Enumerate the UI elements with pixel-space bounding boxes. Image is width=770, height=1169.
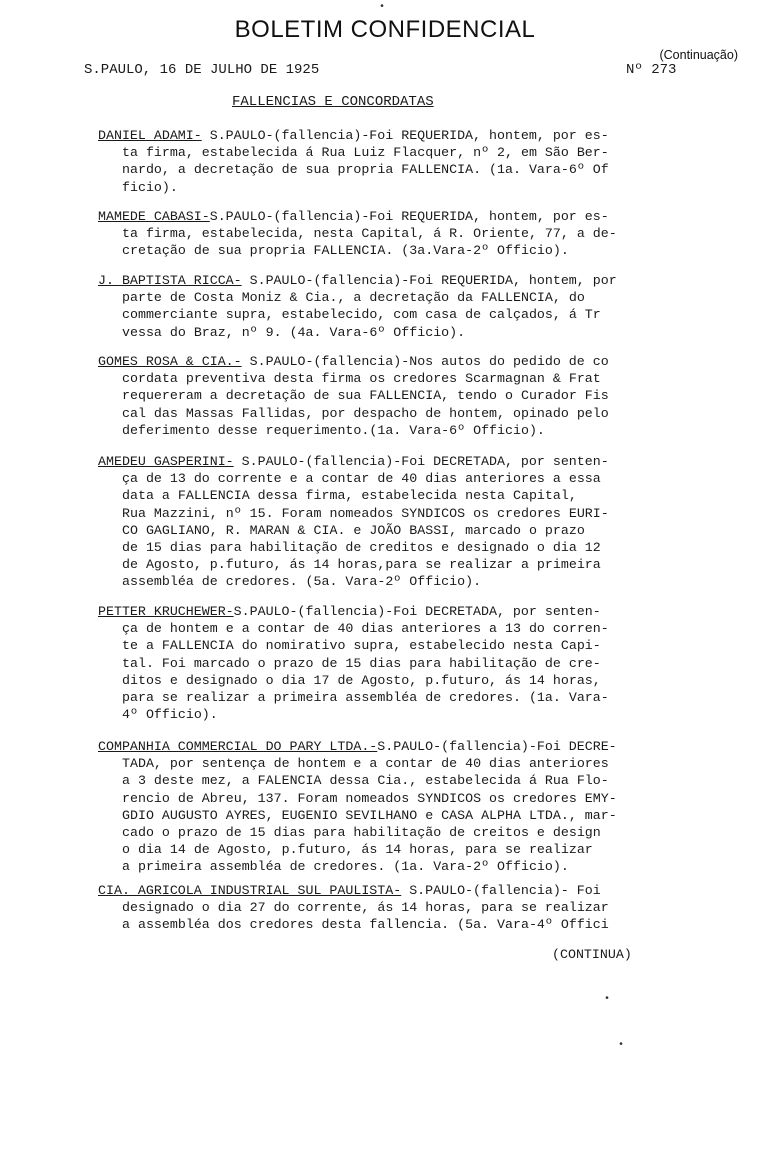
entry-text-line: cado o prazo de 15 dias para habilitação de creitos e design [122,825,601,841]
entry-name: COMPANHIA COMMERCIAL DO PARY LTDA.- [98,739,378,754]
entry-text-line: parte de Costa Moniz & Cia., a decretação da FALLENCIA, do [122,290,585,306]
entry-name: PETTER KRUCHEWER- [98,604,234,619]
entry-text-line: ficio). [122,179,178,195]
entry-first-line [98,208,734,225]
entry-text-line: cordata preventiva desta firma os credores Scarmagnan & Frat [122,371,601,387]
dateline: S.PAULO, 16 DE JULHO DE 1925 [84,62,320,78]
fallencia-entry [98,453,734,591]
entry-text-line: CO GAGLIANO, R. MARAN & CIA. e JOÃO BASSI, marcado o prazo [122,522,585,538]
fallencia-entry [98,738,734,876]
entry-first-line [98,453,734,470]
entry-text-line: a assembléa dos credores desta fallencia. (5a. Vara-4º Offici [122,917,609,933]
entry-name: AMEDEU GASPERINI- [98,454,234,469]
entry-text-line: o dia 14 de Agosto, p.futuro, ás 14 horas, para se realizar [122,842,593,858]
entry-text-line: te a FALLENCIA do nomirativo supra, estabelecido nesta Capi- [122,638,601,654]
entry-name: CIA. AGRICOLA INDUSTRIAL SUL PAULISTA- [98,883,402,898]
dot-mark: • [604,994,611,1005]
fallencia-entry [98,882,734,934]
entry-first-line-text: S.PAULO-(fallencia)- Foi [401,883,601,898]
fallencia-entry [98,603,734,723]
entry-first-line-text: S.PAULO-(fallencia)-Foi DECRETADA, por senten- [233,454,609,469]
entry-text-line: de 15 dias para habilitação de creditos e designado o dia 12 [122,540,601,556]
entry-text-line: ditos e designado o dia 17 de Agosto, p.futuro, ás 14 horas, [122,672,601,688]
entry-text-line: data a FALLENCIA dessa firma, estabelecida nesta Capital, [122,488,577,504]
entry-text-line: ta firma, estabelecida, nesta Capital, á R. Oriente, 77, a de- [122,226,617,242]
entry-text-line: rencio de Abreu, 137. Foram nomeados SYNDICOS os credores EMY- [122,790,617,806]
section-title: FALLENCIAS E CONCORDATAS [232,94,434,110]
entry-text-line: GDIO AUGUSTO AYRES, EUGENIO SEVILHANO e CASA ALPHA LTDA., mar- [122,807,617,823]
continuation-label: (Continuação) [659,48,738,62]
entry-text-line: para se realizar a primeira assembléa de credores. (1a. Vara- [122,690,609,706]
fallencia-entry [98,127,734,196]
entry-text-line: assembléa de credores. (5a. Vara-2º Officio). [122,574,482,590]
entry-text-line: commerciante supra, estabelecido, com casa de calçados, á Tr [122,307,601,323]
entry-first-line-text: S.PAULO-(fallencia)-Nos autos do pedido de co [241,354,609,369]
entry-text-line: cal das Massas Fallidas, por despacho de hontem, opinado pelo [122,405,609,421]
entry-name: J. BAPTISTA RICCA- [98,273,242,288]
fallencia-entry [98,353,734,439]
entry-name: MAMEDE CABASI- [98,209,210,224]
entry-text-line: requereram a decretação de sua FALLENCIA, tendo o Curador Fis [122,388,609,404]
bulletin-number: Nº 273 [626,62,677,78]
entry-text-line: a primeira assembléa de credores. (1a. Vara-2º Officio). [122,859,569,875]
entry-text-line: ça de 13 do corrente e a contar de 40 dias anteriores a essa [122,471,601,487]
entry-first-line-text: S.PAULO-(fallencia)-Foi REQUERIDA, hontem, por es- [209,209,609,224]
fallencia-entry [98,208,734,260]
entry-name: DANIEL ADAMI- [98,128,202,143]
entry-first-line-text: S.PAULO-(fallencia)-Foi DECRETADA, por senten- [233,604,601,619]
document-title: BOLETIM CONFIDENCIAL [234,16,536,43]
entry-first-line [98,353,734,370]
dot-mark: • [618,1040,625,1051]
entry-first-line [98,603,734,620]
dot-mark: • [379,2,386,13]
entry-text-line: de Agosto, p.futuro, ás 14 horas,para se realizar a primeira [122,557,601,573]
entry-name: GOMES ROSA & CIA.- [98,354,242,369]
entry-first-line [98,272,734,289]
continua-label: (CONTINUA) [552,947,632,962]
entry-text-line: TADA, por sentença de hontem e a contar de 40 dias anteriores [122,756,609,772]
entry-first-line-text: S.PAULO-(fallencia)-Foi REQUERIDA, hontem, por [241,273,617,288]
entry-text-line: Rua Mazzini, nº 15. Foram nomeados SYNDICOS os credores EURI- [122,505,609,521]
entry-text-line: tal. Foi marcado o prazo de 15 dias para habilitação de cre- [122,655,601,671]
fallencia-entry [98,272,734,341]
entry-text-line: deferimento desse requerimento.(1a. Vara-6º Officio). [122,422,545,438]
entry-text-line: vessa do Braz, nº 9. (4a. Vara-6º Officio). [122,324,466,340]
entry-text-line: nardo, a decretação de sua propria FALLENCIA. (1a. Vara-6º Of [122,162,609,178]
entry-text-line: cretação de sua propria FALLENCIA. (3a.Vara-2º Officio). [122,243,569,259]
entry-first-line-text: S.PAULO-(fallencia)-Foi REQUERIDA, hontem, por es- [201,128,609,143]
entry-first-line [98,882,734,899]
entry-text-line: a 3 deste mez, a FALENCIA dessa Cia., estabelecida á Rua Flo- [122,773,609,789]
entry-first-line [98,738,734,755]
entry-text-line: designado o dia 27 do corrente, ás 14 horas, para se realizar [122,900,609,916]
entry-text-line: 4º Officio). [122,707,218,723]
entry-text-line: ta firma, estabelecida á Rua Luiz Flacquer, nº 2, em São Ber- [122,145,609,161]
entry-first-line-text: S.PAULO-(fallencia)-Foi DECRE- [377,739,617,754]
entry-first-line [98,127,734,144]
entry-text-line: ça de hontem e a contar de 40 dias anteriores a 13 do corren- [122,621,609,637]
